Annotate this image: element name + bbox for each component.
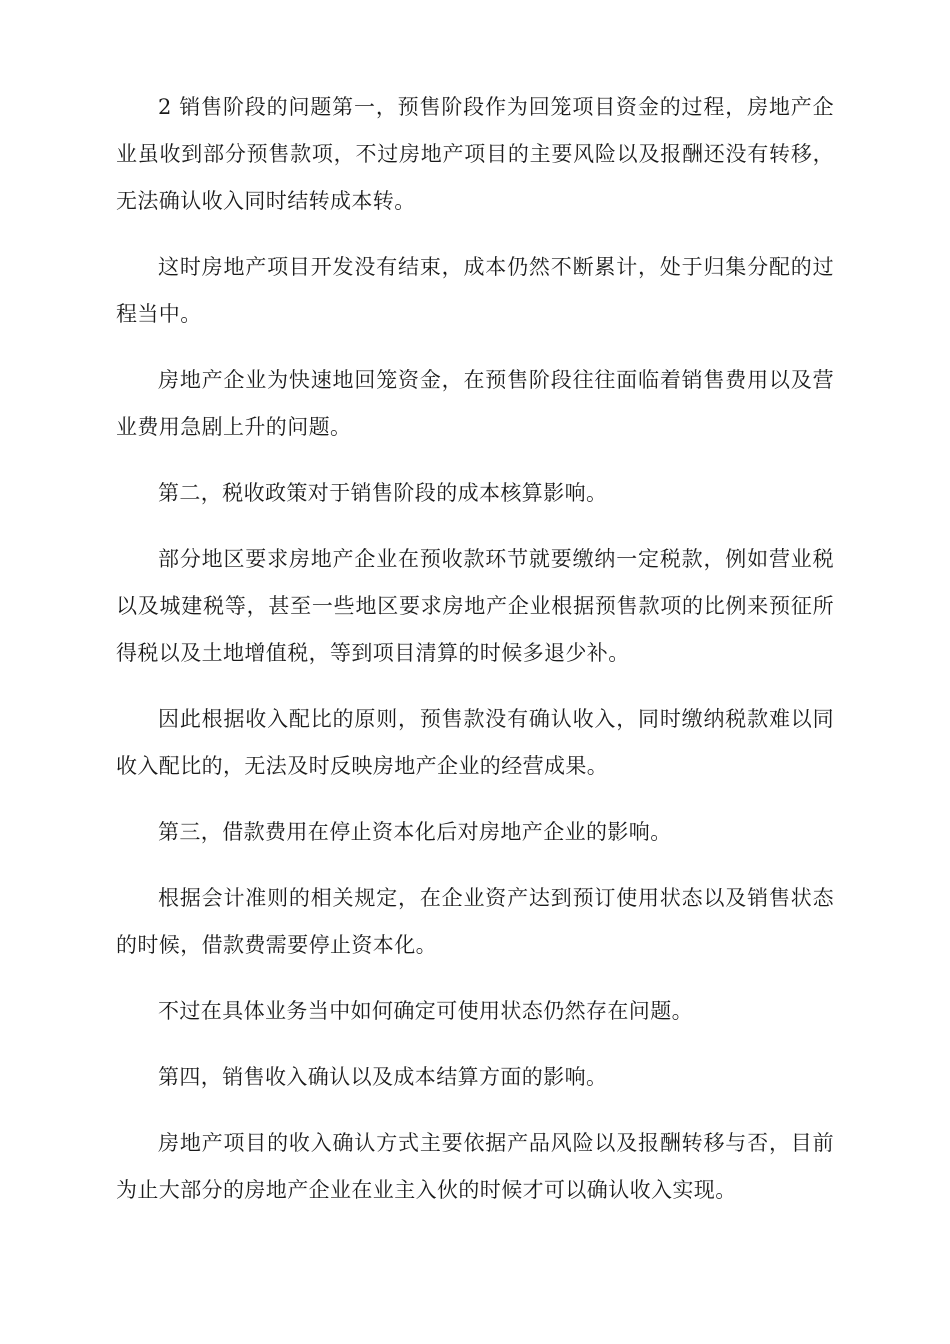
paragraph-cost-accumulation: 这时房地产项目开发没有结束，成本仍然不断累计，处于归集分配的过程当中。 [116,255,834,326]
paragraph-prepaid-tax: 部分地区要求房地产企业在预收款环节就要缴纳一定税款，例如营业税以及城建税等，甚至一些地区要求房地产企业根据预售款项的比例来预征所得税以及土地增值税，等到项目清算的时候多退少补。 [116,547,834,665]
document-body [116,84,834,1233]
paragraph-usable-state: 不过在具体业务当中如何确定可使用状态仍然存在问题。 [158,999,693,1023]
paragraph-sales-stage-issue-one: 2 销售阶段的问题第一，预售阶段作为回笼项目资金的过程，房地产企业虽收到部分预售款项，不过房地产项目的主要风险以及报酬还没有转移，无法确认收入同时结转成本转。 [116,95,834,213]
paragraph-heading-borrowing-costs: 第三，借款费用在停止资本化后对房地产企业的影响。 [158,820,672,844]
paragraph-expense-rise: 房地产企业为快速地回笼资金，在预售阶段往往面临着销售费用以及营业费用急剧上升的问题。 [116,368,834,439]
paragraph-heading-tax-policy: 第二，税收政策对于销售阶段的成本核算影响。 [158,481,608,505]
paragraph-accounting-standards: 根据会计准则的相关规定，在企业资产达到预订使用状态以及销售状态的时候，借款费需要停止资本化。 [116,886,834,957]
paragraph-heading-revenue-recognition: 第四，销售收入确认以及成本结算方面的影响。 [158,1065,608,1089]
paragraph-revenue-recognition: 房地产项目的收入确认方式主要依据产品风险以及报酬转移与否，目前为止大部分的房地产企业在业主入伙的时候才可以确认收入实现。 [116,1131,834,1202]
paragraph-matching-principle: 因此根据收入配比的原则，预售款没有确认收入，同时缴纳税款难以同收入配比的，无法及时反映房地产企业的经营成果。 [116,707,834,778]
